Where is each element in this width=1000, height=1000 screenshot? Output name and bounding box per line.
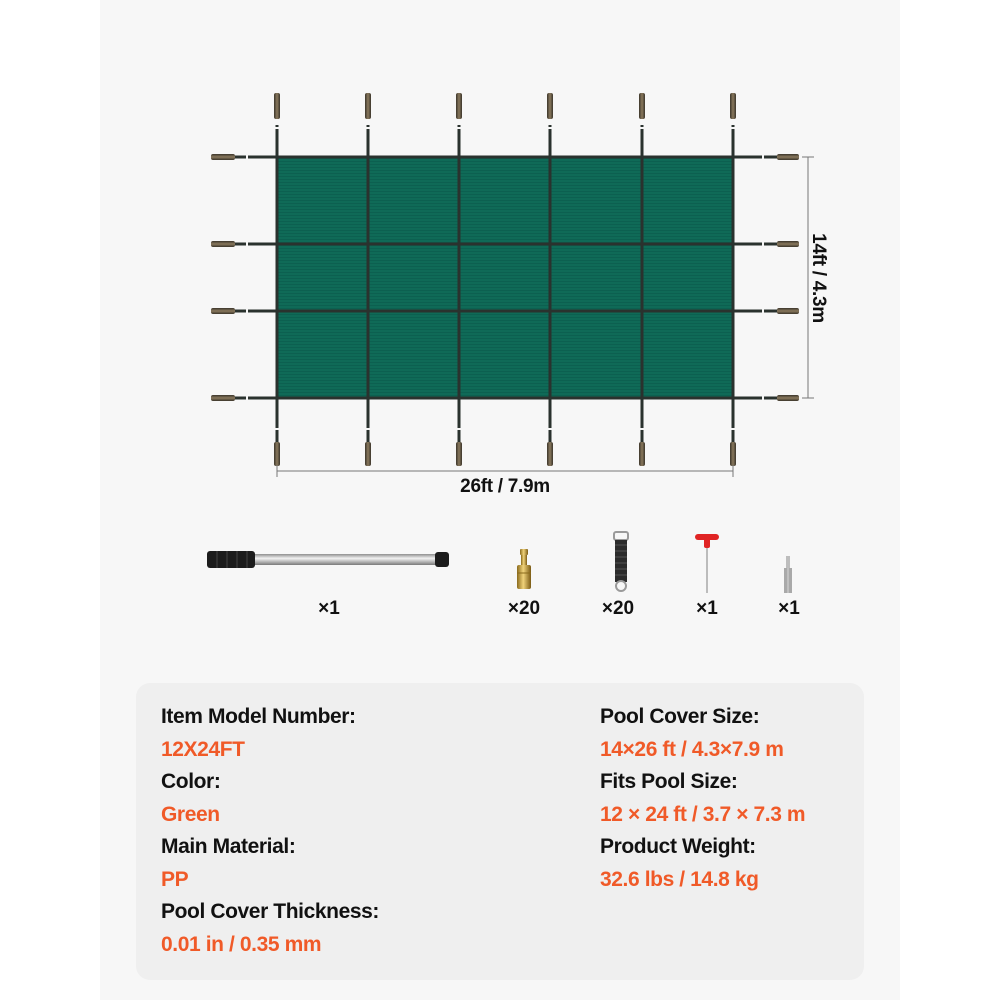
spec-value-color: Green <box>161 802 220 826</box>
brass-anchor-icon <box>515 549 533 591</box>
spec-value-thickness: 0.01 in / 0.35 mm <box>161 932 322 956</box>
spec-label-material: Main Material: <box>161 835 296 858</box>
spec-label-model-number: Item Model Number: <box>161 705 356 728</box>
spec-value-model-number: 12X24FT <box>161 737 245 761</box>
installation-tool-quantity: ×1 <box>778 598 800 619</box>
spec-value-cover-size: 14×26 ft / 4.3×7.9 m <box>600 737 784 761</box>
installation-rod-quantity: ×1 <box>318 598 340 619</box>
spec-label-cover-size: Pool Cover Size: <box>600 705 760 728</box>
width-dimension-label: 26ft / 7.9m <box>460 476 550 497</box>
spec-label-fits-pool-size: Fits Pool Size: <box>600 770 738 793</box>
spring-icon <box>610 531 632 593</box>
spec-label-color: Color: <box>161 770 221 793</box>
hex-key-quantity: ×1 <box>696 598 718 619</box>
brass-anchor-quantity: ×20 <box>507 598 541 619</box>
spec-value-weight: 32.6 lbs / 14.8 kg <box>600 867 759 891</box>
spec-label-thickness: Pool Cover Thickness: <box>161 900 379 923</box>
spring-quantity: ×20 <box>601 598 635 619</box>
installation-rod-icon <box>205 548 450 572</box>
spec-label-weight: Product Weight: <box>600 835 756 858</box>
cover-surface <box>277 157 733 398</box>
hex-key-icon <box>694 532 720 594</box>
spec-value-material: PP <box>161 867 189 891</box>
specs-left-column <box>161 701 379 961</box>
installation-tool-icon <box>782 556 794 594</box>
specs-right-column <box>600 701 805 896</box>
spec-value-fits-pool-size: 12 × 24 ft / 3.7 × 7.3 m <box>600 802 806 826</box>
specifications-card <box>136 683 864 980</box>
height-dimension-label: 14ft / 4.3m <box>808 233 829 323</box>
